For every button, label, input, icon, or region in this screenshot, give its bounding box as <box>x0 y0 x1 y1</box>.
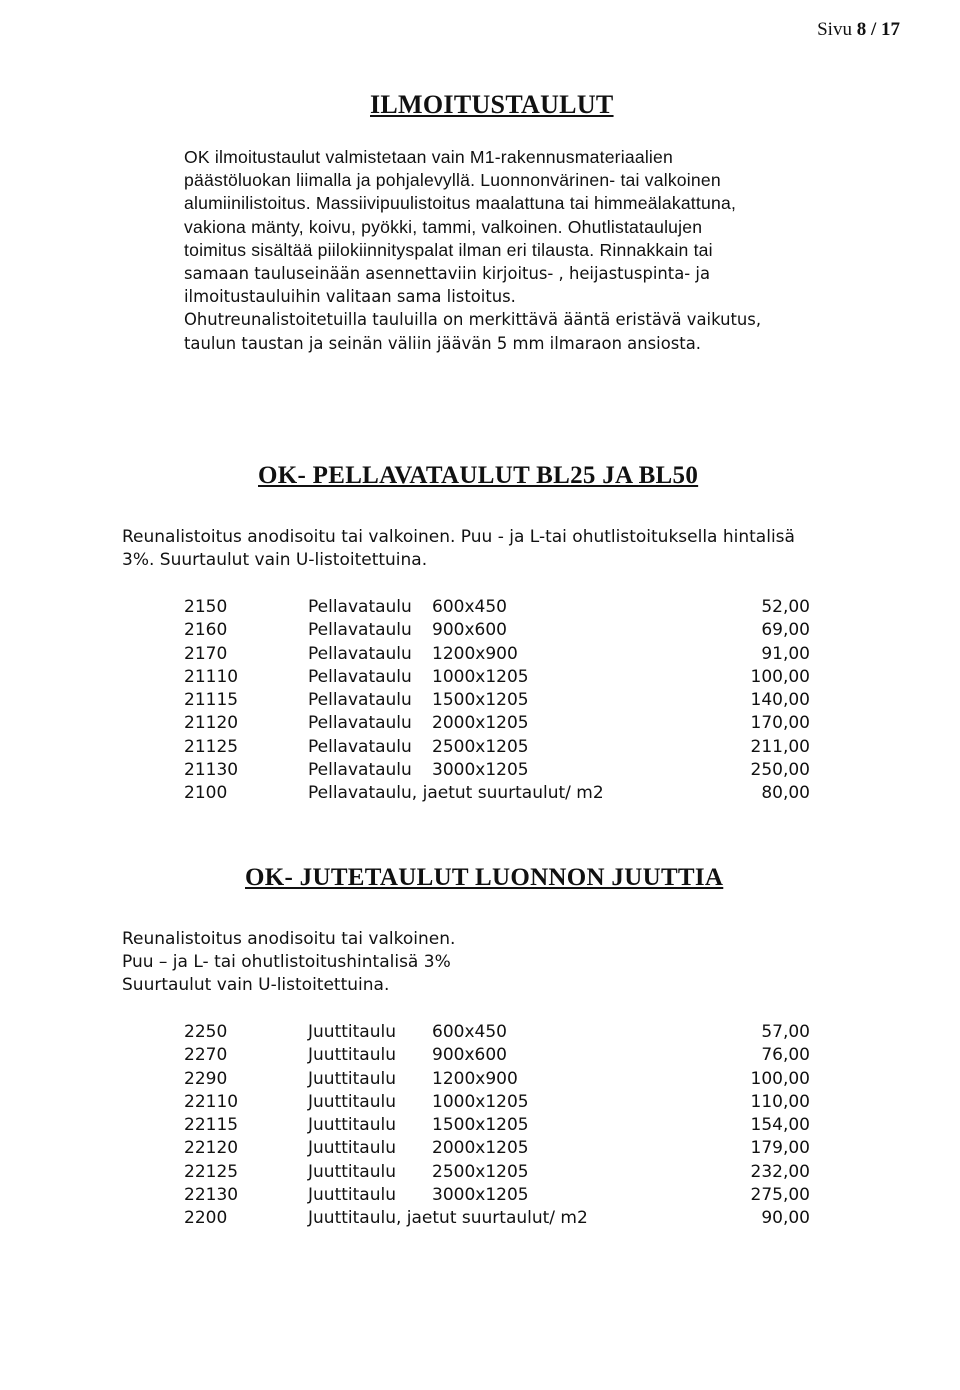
table-row <box>184 1021 810 1044</box>
product-name: Pellavataulu <box>308 643 412 664</box>
product-code: 2200 <box>184 1208 228 1229</box>
product-price: 275,00 <box>750 1185 810 1206</box>
product-price: 140,00 <box>750 690 810 711</box>
description-line: Reunalistoitus anodisoitu tai valkoinen. Puu - ja L-tai ohutlistoituksella hintalisä <box>122 527 795 547</box>
product-description: Pellavataulu, jaetut suurtaulut/ m2 <box>308 783 604 804</box>
product-name: Pellavataulu <box>308 620 412 641</box>
product-price: 90,00 <box>761 1208 810 1229</box>
table-row <box>184 1137 810 1160</box>
description-line: 3%. Suurtaulut vain U-listoitettuina. <box>122 550 428 571</box>
jutetaulut-price-table <box>184 1021 810 1231</box>
product-code: 2250 <box>184 1022 228 1042</box>
section-title-pellavataulut: OK- PELLAVATAULUT BL25 JA BL50 <box>258 462 699 489</box>
product-size: 600x450 <box>432 1022 507 1042</box>
product-price: 232,00 <box>750 1161 810 1182</box>
product-price: 80,00 <box>761 783 810 804</box>
product-name: Pellavataulu <box>308 690 412 711</box>
table-row <box>184 689 810 712</box>
section-title-ilmoitustaulut: ILMOITUSTAULUT <box>370 90 614 119</box>
product-name: Juuttitaulu <box>308 1115 396 1136</box>
table-row <box>184 1161 810 1184</box>
product-code: 22125 <box>184 1161 239 1182</box>
product-code: 2100 <box>184 783 228 804</box>
intro-line: taulun taustan ja seinän väliin jäävän 5 mm ilmaraon ansiosta. <box>184 333 701 353</box>
product-price: 211,00 <box>750 736 810 757</box>
intro-paragraph <box>184 146 884 355</box>
intro-line: päästöluokan liimalla ja pohjalevyllä. Luonnonvärinen- tai valkoinen <box>184 170 721 191</box>
product-name: Juuttitaulu <box>308 1091 396 1112</box>
product-size: 1200x900 <box>432 1068 518 1089</box>
product-size: 900x600 <box>432 620 507 641</box>
product-size: 1200x900 <box>432 643 518 664</box>
product-size: 3000x1205 <box>432 760 529 781</box>
product-name: Pellavataulu <box>308 713 412 734</box>
table-row <box>184 619 810 642</box>
intro-line: ilmoitustauluihin valitaan sama listoitus. <box>184 287 516 307</box>
product-code: 22115 <box>184 1115 239 1136</box>
page-current: 8 <box>856 19 867 40</box>
product-description: Juuttitaulu, jaetut suurtaulut/ m2 <box>308 1208 588 1229</box>
product-size: 3000x1205 <box>432 1185 529 1206</box>
intro-line: toimitus sisältää piilokiinnityspalat ilman eri tilausta. Rinnakkain tai <box>184 239 713 260</box>
page-number <box>817 19 900 41</box>
pellavataulut-price-table <box>184 596 810 806</box>
product-name: Pellavataulu <box>308 666 412 687</box>
product-name: Juuttitaulu <box>308 1022 396 1042</box>
product-code: 21130 <box>184 760 239 781</box>
table-row <box>184 712 810 735</box>
page-total: 17 <box>881 19 900 40</box>
table-row <box>184 782 810 805</box>
product-code: 21115 <box>184 690 239 711</box>
description-line: Suurtaulut vain U-listoitettuina. <box>122 975 390 996</box>
product-price: 69,00 <box>761 620 810 641</box>
product-size: 1500x1205 <box>432 690 529 711</box>
jutetaulut-description <box>122 928 902 998</box>
product-size: 2500x1205 <box>432 1161 529 1182</box>
page-separator: / <box>870 19 877 40</box>
product-price: 250,00 <box>750 760 810 781</box>
product-price: 110,00 <box>750 1091 810 1112</box>
product-code: 21125 <box>184 736 239 757</box>
intro-lead-block <box>184 146 884 262</box>
table-row <box>184 1091 810 1114</box>
intro-line: vakiona mänty, koivu, pyökki, tammi, valkoinen. Ohutlistataulujen <box>184 216 703 237</box>
description-line: Puu – ja L- tai ohutlistoitushintalisä 3% <box>122 952 451 973</box>
product-size: 2000x1205 <box>432 1138 529 1159</box>
table-row <box>184 666 810 689</box>
product-name: Pellavataulu <box>308 597 412 617</box>
table-row <box>184 759 810 782</box>
table-row <box>184 1114 810 1137</box>
product-name: Juuttitaulu <box>308 1045 396 1066</box>
product-price: 154,00 <box>750 1115 810 1136</box>
table-row <box>184 736 810 759</box>
product-code: 2270 <box>184 1045 228 1066</box>
product-code: 2290 <box>184 1068 228 1089</box>
product-code: 22120 <box>184 1138 239 1159</box>
pellavataulut-description <box>122 526 902 572</box>
product-name: Pellavataulu <box>308 736 412 757</box>
product-price: 57,00 <box>761 1022 810 1042</box>
table-row <box>184 596 810 619</box>
intro-line: samaan tauluseinään asennettaviin kirjoitus- , heijastuspinta- ja <box>184 264 710 284</box>
intro-line: OK ilmoitustaulut valmistetaan vain M1-rakennusmateriaalien <box>184 147 674 167</box>
table-row <box>184 1207 810 1230</box>
description-line: Reunalistoitus anodisoitu tai valkoinen. <box>122 929 456 949</box>
product-price: 100,00 <box>750 1068 810 1089</box>
product-price: 100,00 <box>750 666 810 687</box>
product-name: Juuttitaulu <box>308 1161 396 1182</box>
intro-line: alumiinilistoitus. Massiivipuulistoitus maalattuna tai himmeälakattuna, <box>184 193 737 214</box>
intro-line: Ohutreunalistoitetuilla tauluilla on merkittävä ääntä eristävä vaikutus, <box>184 310 762 330</box>
product-size: 1500x1205 <box>432 1115 529 1136</box>
product-name: Juuttitaulu <box>308 1068 396 1089</box>
product-code: 22130 <box>184 1185 239 1206</box>
product-price: 76,00 <box>761 1045 810 1066</box>
product-price: 52,00 <box>761 597 810 617</box>
product-code: 21120 <box>184 713 239 734</box>
product-size: 900x600 <box>432 1045 507 1066</box>
product-price: 179,00 <box>750 1138 810 1159</box>
product-name: Juuttitaulu <box>308 1185 396 1206</box>
product-name: Pellavataulu <box>308 760 412 781</box>
page-label: Sivu <box>817 19 852 40</box>
intro-rest-block <box>184 262 884 355</box>
product-size: 1000x1205 <box>432 666 529 687</box>
product-size: 1000x1205 <box>432 1091 529 1112</box>
product-price: 91,00 <box>761 643 810 664</box>
table-row <box>184 1068 810 1091</box>
table-row <box>184 1044 810 1067</box>
table-row <box>184 643 810 666</box>
product-size: 600x450 <box>432 597 507 617</box>
product-code: 2150 <box>184 597 228 617</box>
product-size: 2000x1205 <box>432 713 529 734</box>
product-code: 21110 <box>184 666 239 687</box>
product-code: 22110 <box>184 1091 239 1112</box>
product-price: 170,00 <box>750 713 810 734</box>
product-code: 2160 <box>184 620 228 641</box>
section-title-jutetaulut: OK- JUTETAULUT LUONNON JUUTTIA <box>245 864 724 891</box>
product-name: Juuttitaulu <box>308 1138 396 1159</box>
table-row <box>184 1184 810 1207</box>
product-size: 2500x1205 <box>432 736 529 757</box>
product-code: 2170 <box>184 643 228 664</box>
